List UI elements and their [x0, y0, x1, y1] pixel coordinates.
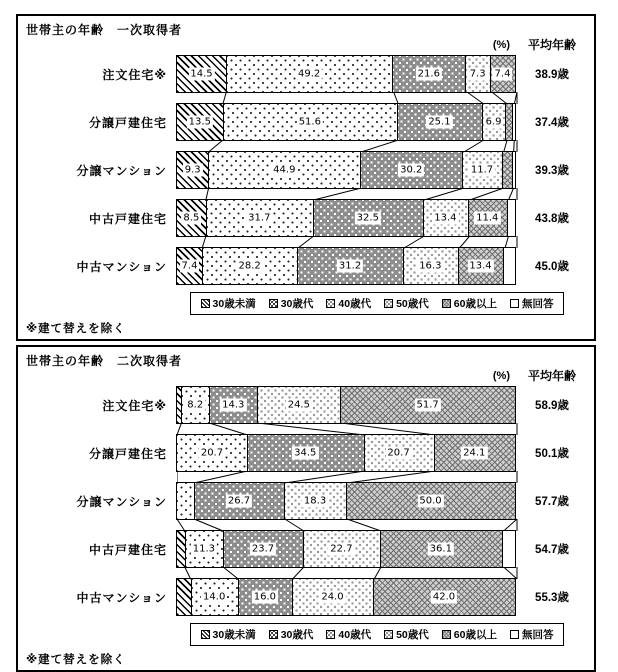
bar-segment-no-answer [512, 104, 515, 140]
legend-wrap [26, 292, 588, 315]
segment-value-label: 23.7 [251, 543, 275, 555]
legend-item-no-answer [510, 296, 554, 311]
segment-value-label: 6.9 [485, 116, 502, 128]
bars-area [26, 386, 588, 616]
category-label: 中古戸建住宅 [88, 211, 167, 226]
segment-value-label: 13.5 [188, 116, 211, 128]
bar-segment-no-answer [507, 200, 515, 236]
legend-item-no-answer [510, 627, 554, 642]
legend-item-50s [384, 296, 429, 311]
bar-segment-60-plus [502, 152, 512, 188]
legend [190, 623, 565, 646]
footnote: ※建て替えを除く [26, 654, 126, 666]
legend-label: 30歳未満 [212, 298, 256, 310]
segment-value-label: 50.0 [419, 495, 442, 507]
segment-value-label: 34.5 [294, 447, 317, 459]
chart-header-row [26, 368, 588, 383]
segment-value-label: 7.3 [469, 68, 486, 80]
bar-segment-no-answer [512, 152, 515, 188]
category-label: 中古マンション [76, 259, 167, 274]
segment-value-label: 11.4 [476, 212, 499, 224]
percent-unit-label: (%) [492, 369, 510, 382]
segment-value-label: 16.3 [419, 260, 442, 272]
legend-swatch-icon [510, 630, 519, 639]
chart-title: 世帯主の年齢 二次取得者 [26, 354, 183, 368]
legend-label: 40歳代 [338, 298, 372, 310]
legend-swatch-icon [326, 299, 335, 308]
legend-item-30s [269, 627, 314, 642]
chart-panel-primary-buyers [16, 14, 596, 341]
bar-segment-60-plus [505, 104, 512, 140]
bar-row [26, 247, 588, 285]
chart-title: 世帯主の年齢 一次取得者 [26, 23, 183, 37]
legend-swatch-icon [326, 630, 335, 639]
legend-swatch-icon [384, 299, 393, 308]
legend-label: 30歳未満 [212, 629, 256, 641]
legend [190, 292, 565, 315]
legend-item-60-plus [442, 296, 497, 311]
legend-swatch-icon [201, 630, 210, 639]
segment-value-label: 14.0 [203, 591, 226, 603]
bar-segment-under-30 [177, 579, 191, 615]
category-label: 分譲マンション [76, 494, 167, 509]
average-age-value: 43.8歳 [535, 213, 569, 225]
legend-label: 60歳以上 [453, 298, 497, 310]
average-age-value: 38.9歳 [535, 69, 569, 81]
segment-value-label: 7.4 [494, 68, 511, 80]
segment-value-label: 8.5 [183, 212, 200, 224]
stacked-bar [176, 386, 516, 424]
stacked-bar [176, 103, 516, 141]
legend-swatch-icon [510, 299, 519, 308]
legend-swatch-icon [201, 299, 210, 308]
average-age-value: 55.3歳 [535, 592, 569, 604]
category-label: 中古マンション [76, 590, 167, 605]
category-label: 分譲マンション [76, 163, 167, 178]
bar-row [26, 55, 588, 93]
bar-segment-no-answer [503, 248, 515, 284]
segment-value-label: 14.5 [190, 68, 213, 80]
segment-value-label: 26.7 [227, 495, 251, 507]
segment-value-label: 11.3 [192, 543, 215, 555]
legend-label: 40歳代 [338, 629, 372, 641]
segment-value-label: 21.6 [417, 68, 440, 80]
segment-value-label: 44.9 [273, 164, 296, 176]
legend-swatch-icon [384, 630, 393, 639]
bar-row [26, 434, 588, 472]
segment-value-label: 51.7 [416, 399, 439, 411]
legend-label: 無回答 [521, 298, 554, 310]
stacked-bar [176, 55, 516, 93]
segment-value-label: 9.3 [184, 164, 201, 176]
legend-label: 60歳以上 [453, 629, 497, 641]
segment-value-label: 36.1 [429, 543, 452, 555]
segment-value-label: 20.7 [200, 447, 224, 459]
legend-label: 30歳代 [280, 629, 314, 641]
legend-item-40s [326, 627, 371, 642]
stacked-bar [176, 530, 516, 568]
legend-label: 50歳代 [396, 629, 429, 641]
chart-header-row [26, 37, 588, 52]
bar-row [26, 386, 588, 424]
segment-value-label: 24.1 [463, 447, 486, 459]
average-age-value: 37.4歳 [535, 117, 569, 129]
segment-value-label: 24.0 [321, 591, 344, 603]
segment-value-label: 51.6 [298, 116, 321, 128]
bar-row [26, 151, 588, 189]
legend-swatch-icon [442, 299, 451, 308]
legend-item-30s [269, 296, 314, 311]
legend-item-under-30 [201, 627, 256, 642]
legend-swatch-icon [269, 630, 278, 639]
category-label: 注文住宅※ [102, 398, 167, 413]
segment-value-label: 11.7 [470, 164, 494, 176]
segment-value-label: 13.4 [434, 212, 457, 224]
bar-segment-under-30 [177, 531, 185, 567]
bars-area [26, 55, 588, 285]
bar-row [26, 103, 588, 141]
legend-label: 30歳代 [280, 298, 314, 310]
bar-row [26, 578, 588, 616]
average-age-value: 39.3歳 [535, 165, 569, 177]
chart-panel-secondary-buyers [16, 345, 596, 672]
bar-row [26, 482, 588, 520]
legend-label: 50歳代 [396, 298, 429, 310]
bar-row [26, 199, 588, 237]
segment-value-label: 30.2 [400, 164, 423, 176]
legend-swatch-icon [269, 299, 278, 308]
legend-item-under-30 [201, 296, 256, 311]
legend-label: 無回答 [521, 629, 554, 641]
bar-segment-no-answer [502, 531, 515, 567]
average-age-value: 57.7歳 [535, 496, 569, 508]
bar-row [26, 530, 588, 568]
category-label: 分譲戸建住宅 [88, 446, 167, 461]
legend-item-50s [384, 627, 429, 642]
segment-value-label: 24.5 [287, 399, 310, 411]
legend-item-40s [326, 296, 371, 311]
stacked-bar [176, 482, 516, 520]
legend-wrap [26, 623, 588, 646]
average-age-value: 45.0歳 [535, 261, 569, 273]
segment-value-label: 22.7 [330, 543, 353, 555]
segment-value-label: 49.2 [298, 68, 321, 80]
segment-value-label: 31.2 [338, 260, 362, 272]
segment-value-label: 25.1 [428, 116, 451, 128]
average-age-value: 58.9歳 [535, 400, 569, 412]
average-age-value: 54.7歳 [535, 544, 569, 556]
stacked-bar [176, 199, 516, 237]
category-label: 注文住宅※ [102, 67, 167, 82]
footnote: ※建て替えを除く [26, 323, 126, 335]
legend-item-60-plus [442, 627, 497, 642]
average-age-header: 平均年齢 [527, 38, 576, 52]
segment-value-label: 42.0 [432, 591, 456, 603]
segment-value-label: 7.4 [181, 260, 198, 272]
stacked-bar [176, 151, 516, 189]
segment-value-label: 14.3 [222, 399, 245, 411]
stacked-bar [176, 578, 516, 616]
segment-value-label: 20.7 [387, 447, 410, 459]
segment-value-label: 31.7 [248, 212, 271, 224]
category-label: 分譲戸建住宅 [88, 115, 167, 130]
segment-value-label: 28.2 [238, 260, 261, 272]
average-age-value: 50.1歳 [535, 448, 569, 460]
legend-swatch-icon [442, 630, 451, 639]
segment-value-label: 8.2 [187, 399, 204, 411]
bar-segment-30s [177, 483, 194, 519]
average-age-header: 平均年齢 [527, 369, 576, 383]
percent-unit-label: (%) [492, 38, 510, 51]
stacked-bar [176, 434, 516, 472]
category-label: 中古戸建住宅 [88, 542, 167, 557]
segment-value-label: 16.0 [253, 591, 277, 603]
stacked-bar [176, 247, 516, 285]
segment-value-label: 13.4 [469, 260, 492, 272]
segment-value-label: 32.5 [356, 212, 379, 224]
segment-value-label: 18.3 [303, 495, 327, 507]
